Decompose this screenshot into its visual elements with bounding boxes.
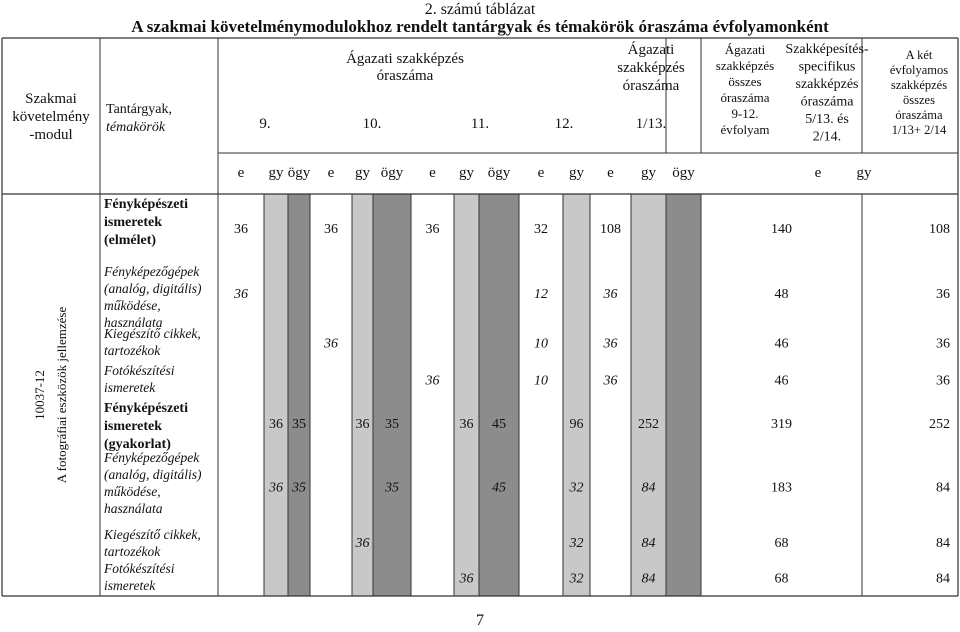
hour-value: 12 xyxy=(534,287,548,302)
column-shade xyxy=(288,194,310,596)
subject-label: Fotókészítési xyxy=(104,363,175,378)
table-title: A szakmai követelménymodulokhoz rendelt tantárgyak és témakörök óraszáma évfolyamonként xyxy=(131,17,829,36)
hour-value: 108 xyxy=(600,222,621,237)
page-number: 7 xyxy=(476,612,484,629)
hour-value: 36 xyxy=(425,222,440,237)
hour-value: 36 xyxy=(603,336,618,352)
header-two-year: A két xyxy=(905,48,933,62)
hour-value: 36 xyxy=(355,417,370,432)
header-sector-1-13: óraszáma xyxy=(622,78,680,94)
header-specific: szakképzés xyxy=(795,77,859,92)
header-sector-total: évfolyam xyxy=(720,122,770,137)
subject-label: ismeretek xyxy=(104,419,163,434)
hour-value: 48 xyxy=(774,287,789,302)
subject-label: (analóg, digitális) xyxy=(104,467,202,482)
subheader-label: ögy xyxy=(287,165,311,181)
hour-value: 140 xyxy=(771,222,792,237)
hour-value: 36 xyxy=(269,480,283,496)
hour-value: 36 xyxy=(603,287,618,302)
hour-value: 36 xyxy=(234,287,248,302)
header-grade: 9. xyxy=(259,116,271,132)
subheader-label: ögy xyxy=(672,165,695,181)
hour-value: 36 xyxy=(355,536,370,551)
subheader-label: e xyxy=(429,165,436,181)
hour-value: 108 xyxy=(929,222,950,237)
hour-value: 32 xyxy=(569,536,584,551)
header-module: -modul xyxy=(29,127,73,143)
header-sector-1-13: Ágazati xyxy=(627,42,675,58)
hour-value: 46 xyxy=(774,336,789,352)
subheader-label: e xyxy=(607,165,614,181)
table-number: 2. számú táblázat xyxy=(424,1,536,18)
header-specific: 2/14. xyxy=(812,129,842,145)
hour-value: 183 xyxy=(771,480,792,496)
subheader-label: e xyxy=(237,165,245,181)
hour-value: 36 xyxy=(459,417,474,432)
hour-value: 84 xyxy=(936,571,950,587)
header-subjects: témakörök xyxy=(106,120,166,135)
hour-value: 35 xyxy=(292,480,306,496)
header-specific: specifikus xyxy=(798,59,856,75)
subheader-label: e xyxy=(327,165,335,181)
hour-value: 319 xyxy=(771,417,792,432)
header-specific: óraszáma xyxy=(800,94,854,110)
hour-value: 36 xyxy=(936,287,950,302)
header-specific: Szakképesítés- xyxy=(785,42,869,57)
header-grade: 11. xyxy=(470,116,490,132)
hour-value: 32 xyxy=(534,222,548,237)
header-two-year: évfolyamos xyxy=(889,63,949,77)
header-module: követelmény xyxy=(12,109,90,125)
header-two-year: óraszáma xyxy=(895,108,943,122)
hour-value: 68 xyxy=(774,571,789,587)
header-two-year: 1/13+ 2/14 xyxy=(891,123,947,137)
subject-label: (gyakorlat) xyxy=(104,437,171,452)
hour-value: 36 xyxy=(324,222,338,237)
hour-value: 46 xyxy=(774,373,789,389)
column-shade xyxy=(454,194,479,596)
subject-label: ismeretek xyxy=(104,380,156,395)
module-code: 10037-12 xyxy=(32,370,47,420)
hour-value: 36 xyxy=(269,417,283,432)
header-grade: 12. xyxy=(554,116,574,132)
hour-value: 45 xyxy=(492,480,506,496)
hour-value: 84 xyxy=(936,536,950,551)
subheader-label: e xyxy=(814,165,822,181)
subject-label: használata xyxy=(104,501,163,516)
subject-label: ismeretek xyxy=(104,215,163,230)
subject-label: működése, xyxy=(104,484,161,499)
hour-value: 36 xyxy=(936,373,950,389)
hour-value: 36 xyxy=(234,222,248,237)
hour-value: 84 xyxy=(936,480,950,496)
hour-value: 252 xyxy=(929,417,950,432)
header-sector-total: szakképzés xyxy=(715,58,775,73)
module-name: A fotográfiai eszközök jellemzése xyxy=(54,306,69,484)
header-sector-1-13: szakképzés xyxy=(617,60,685,76)
subject-label: Fényképezőgépek xyxy=(104,264,200,279)
header-sector-total: 9-12. xyxy=(731,106,759,121)
header-grade: 10. xyxy=(362,116,382,132)
subject-label: tartozékok xyxy=(104,544,161,559)
hour-value: 36 xyxy=(324,336,338,352)
subheader-label: ögy xyxy=(487,165,511,181)
subheader-label: e xyxy=(537,165,545,181)
hour-value: 84 xyxy=(641,571,656,587)
subject-label: használata xyxy=(104,315,163,330)
subheader-label: gy xyxy=(641,165,656,181)
header-grade: 1/13. xyxy=(635,116,667,132)
subheader-label: gy xyxy=(355,165,370,181)
hour-value: 84 xyxy=(641,480,656,496)
subheader-label: gy xyxy=(459,165,474,181)
header-sector-total: összes xyxy=(728,74,762,89)
subheader-label: gy xyxy=(268,165,284,181)
hour-value: 96 xyxy=(569,417,584,432)
header-two-year: összes xyxy=(903,93,935,107)
hour-value: 68 xyxy=(774,536,789,551)
column-shade xyxy=(264,194,288,596)
column-shade xyxy=(666,194,701,596)
hour-value: 36 xyxy=(459,571,474,587)
hour-value: 35 xyxy=(385,417,399,432)
subject-label: (elmélet) xyxy=(104,233,157,248)
subject-label: Kiegészítő cikkek, xyxy=(104,527,201,542)
hour-value: 84 xyxy=(641,536,656,551)
subject-label: Fényképezőgépek xyxy=(104,450,200,465)
hour-value: 32 xyxy=(569,480,584,496)
header-sector-group: óraszáma xyxy=(376,68,434,84)
header-subjects: Tantárgyak, xyxy=(106,102,173,117)
subheader-label: ögy xyxy=(380,165,404,181)
hour-value: 10 xyxy=(534,373,548,389)
header-two-year: szakképzés xyxy=(890,78,948,92)
hour-value: 35 xyxy=(385,480,399,496)
column-shade xyxy=(479,194,519,596)
subheader-label: gy xyxy=(569,165,584,181)
header-sector-group: Ágazati szakképzés xyxy=(346,51,464,67)
header-sector-total: óraszáma xyxy=(720,90,770,105)
hour-value: 10 xyxy=(534,336,548,352)
subject-label: működése, xyxy=(104,298,161,313)
header-sector-total: Ágazati xyxy=(724,42,766,57)
subheader-label: gy xyxy=(856,165,872,181)
hour-value: 36 xyxy=(425,373,440,389)
hour-value: 36 xyxy=(936,336,950,352)
hour-value: 252 xyxy=(638,417,659,432)
subject-label: (analóg, digitális) xyxy=(104,281,202,296)
subject-label: Fényképészeti xyxy=(104,401,188,416)
hour-value: 35 xyxy=(292,417,306,432)
subject-label: tartozékok xyxy=(104,343,161,358)
hour-value: 45 xyxy=(492,417,506,432)
subject-label: Fotókészítési xyxy=(104,561,175,576)
subject-label: Fényképészeti xyxy=(104,197,188,212)
hour-value: 36 xyxy=(603,373,618,389)
header-specific: 5/13. és xyxy=(805,112,849,127)
header-module: Szakmai xyxy=(25,91,77,107)
subject-label: ismeretek xyxy=(104,578,156,593)
column-shade xyxy=(373,194,411,596)
subject-label: Kiegészítő cikkek, xyxy=(104,326,201,341)
hour-value: 32 xyxy=(569,571,584,587)
